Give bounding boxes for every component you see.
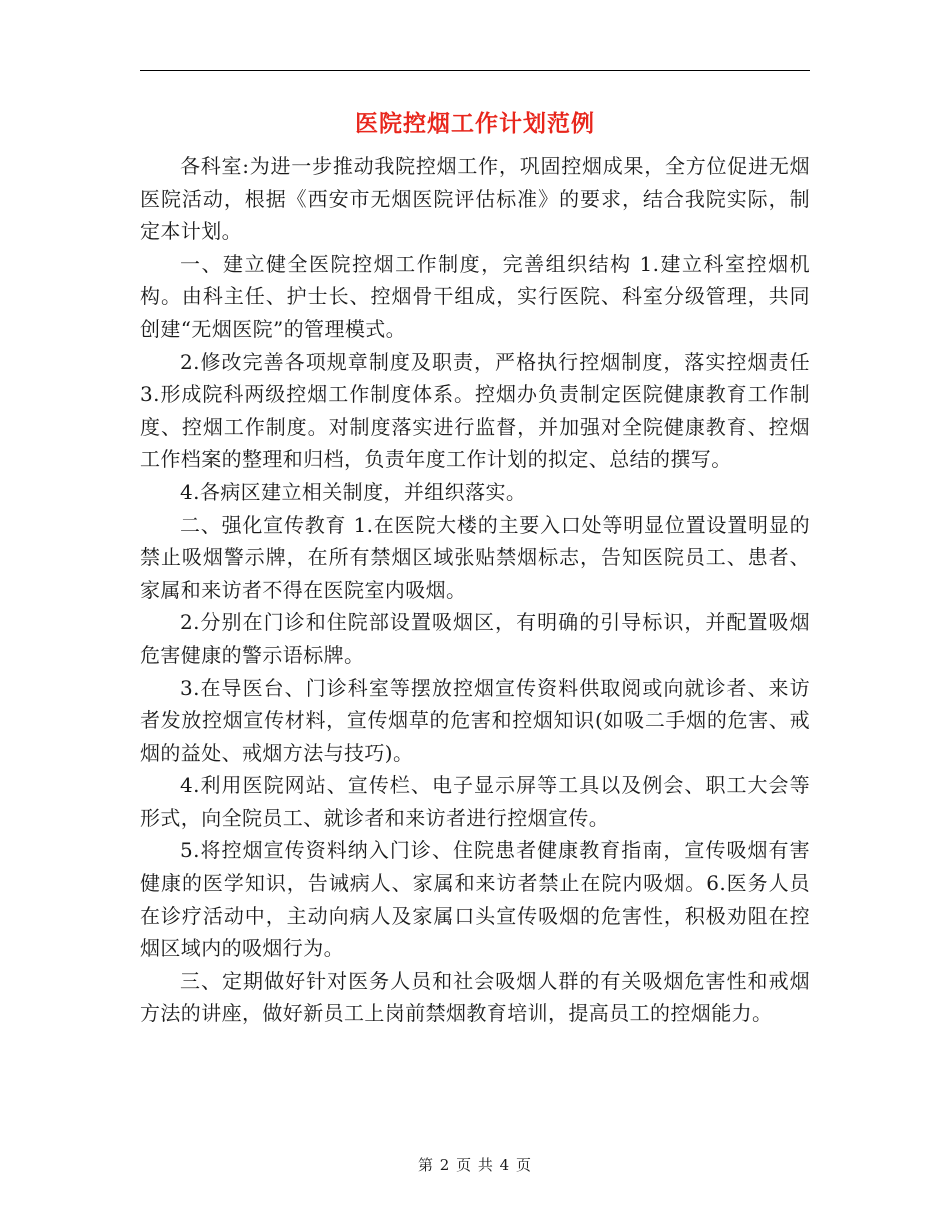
paragraph-section-1-item-2: 2.修改完善各项规章制度及职责，严格执行控烟制度，落实控烟责任 3.形成院科两级控烟工作制度体系。控烟办负责制定医院健康教育工作制度、控烟工作制度。对制度落实进行监督，并加强对全院健康教育、控烟工作档案的整理和归档，负责年度工作计划的拟定、总结的撰写。 (140, 349, 810, 472)
paragraph-section-2-item-3: 3.在导医台、门诊科室等摆放控烟宣传资料供取阅或向就诊者、来访者发放控烟宣传材料，宣传烟草的危害和控烟知识(如吸二手烟的危害、戒烟的益处、戒烟方法与技巧)。 (140, 675, 810, 765)
paragraph-section-2: 二、强化宣传教育 1.在医院大楼的主要入口处等明显位置设置明显的禁止吸烟警示牌，在所有禁烟区域张贴禁烟标志，告知医院员工、患者、家属和来访者不得在医院室内吸烟。 (140, 512, 810, 602)
paragraph-section-2-item-2: 2.分别在门诊和住院部设置吸烟区，有明确的引导标识，并配置吸烟危害健康的警示语标牌。 (140, 610, 810, 667)
paragraph-section-1-item-4: 4.各病区建立相关制度，并组织落实。 (180, 479, 527, 504)
document-body (140, 150, 810, 1030)
header-rule (140, 70, 810, 71)
paragraph-section-2-item-5: 5.将控烟宣传资料纳入门诊、住院患者健康教育指南，宣传吸烟有害健康的医学知识，告诫病人、家属和来访者禁止在院内吸烟。6.医务人员在诊疗活动中，主动向病人及家属口头宣传吸烟的危害性，积极劝阻在控烟区域内的吸烟行为。 (140, 838, 810, 961)
page-number: 第 2 页 共 4 页 (418, 1156, 532, 1174)
document-title: 医院控烟工作计划范例 (355, 110, 595, 137)
paragraph-section-3: 三、定期做好针对医务人员和社会吸烟人群的有关吸烟危害性和戒烟方法的讲座，做好新员工上岗前禁烟教育培训，提高员工的控烟能力。 (140, 968, 810, 1026)
paragraph-intro: 各科室:为进一步推动我院控烟工作，巩固控烟成果，全方位促进无烟医院活动，根据《西安市无烟医院评估标准》的要求，结合我院实际，制定本计划。 (140, 154, 810, 244)
paragraph-section-1: 一、建立健全医院控烟工作制度，完善组织结构 1.建立科室控烟机构。由科主任、护士长、控烟骨干组成，实行医院、科室分级管理，共同创建“无烟医院”的管理模式。 (140, 251, 810, 341)
paragraph-section-2-item-4: 4.利用医院网站、宣传栏、电子显示屏等工具以及例会、职工大会等形式，向全院员工、就诊者和来访者进行控烟宣传。 (140, 773, 810, 830)
